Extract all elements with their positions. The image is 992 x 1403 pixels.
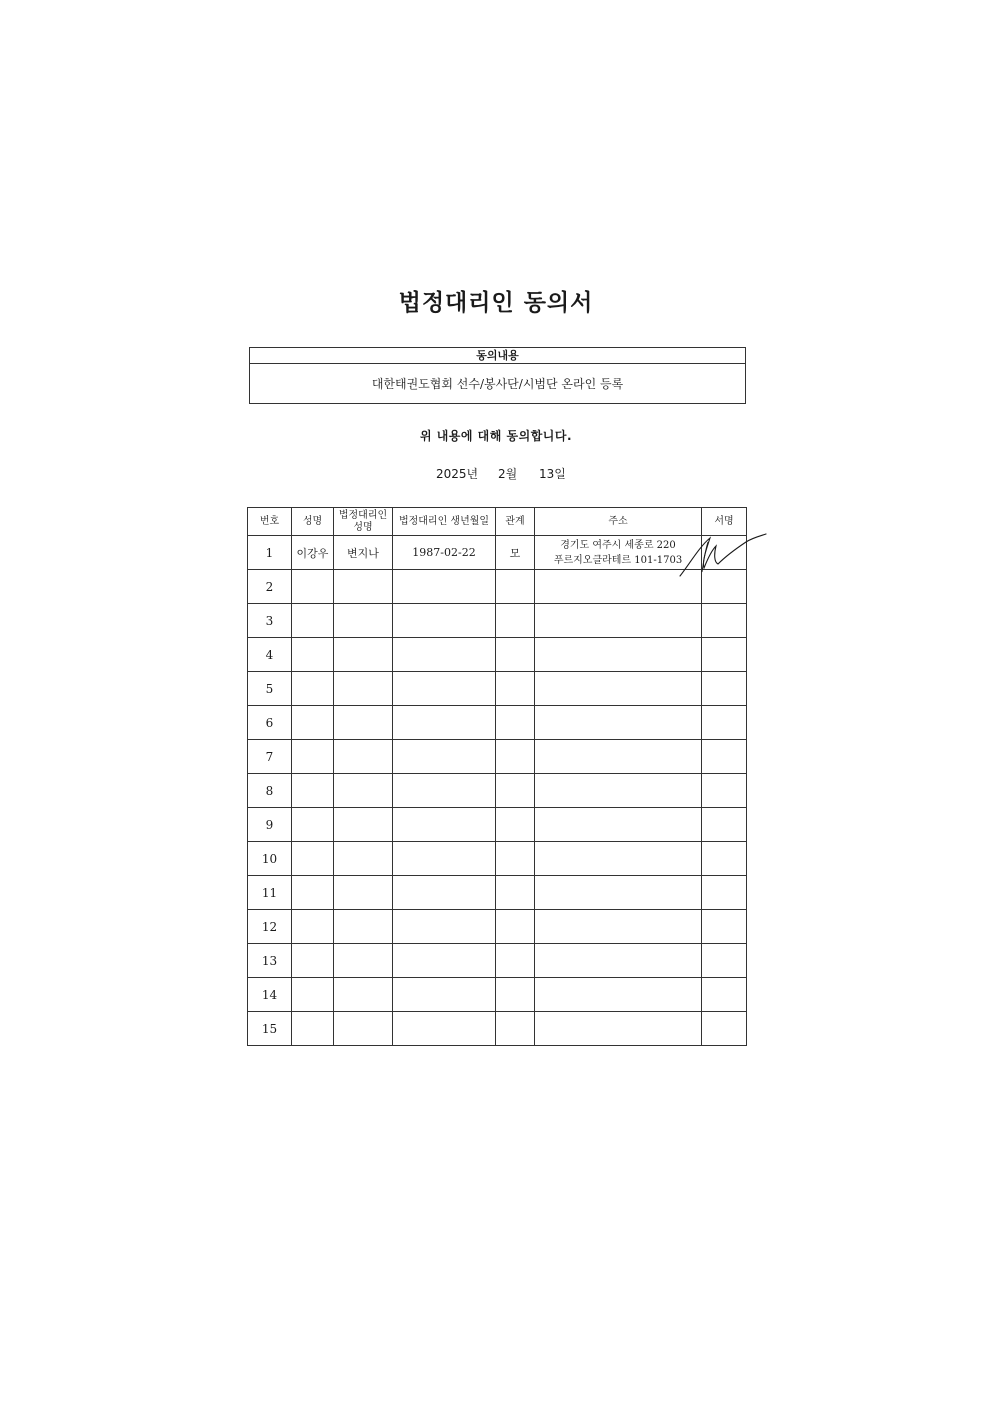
cell-relation bbox=[496, 842, 535, 876]
cell-guardian-name bbox=[334, 740, 393, 774]
cell-number: 5 bbox=[248, 672, 292, 706]
cell-name bbox=[292, 1012, 334, 1046]
header-name: 성명 bbox=[292, 508, 334, 536]
consent-section bbox=[249, 347, 746, 404]
cell-guardian-name bbox=[334, 706, 393, 740]
cell-signature bbox=[702, 604, 747, 638]
cell-guardian-name bbox=[334, 774, 393, 808]
cell-relation bbox=[496, 876, 535, 910]
cell-address bbox=[535, 638, 702, 672]
date-day: 13일 bbox=[539, 467, 566, 481]
cell-address bbox=[535, 978, 702, 1012]
cell-number: 4 bbox=[248, 638, 292, 672]
consent-content: 대한태권도협회 선수/봉사단/시범단 온라인 등록 bbox=[371, 377, 624, 391]
cell-address bbox=[535, 842, 702, 876]
cell-number: 13 bbox=[248, 944, 292, 978]
cell-guardian-birth bbox=[393, 944, 496, 978]
table-row bbox=[248, 1012, 747, 1046]
cell-signature bbox=[702, 944, 747, 978]
table-header-row bbox=[248, 508, 747, 536]
cell-number: 7 bbox=[248, 740, 292, 774]
cell-relation bbox=[496, 808, 535, 842]
cell-number: 2 bbox=[248, 570, 292, 604]
cell-relation bbox=[496, 978, 535, 1012]
agreement-statement: 위 내용에 대해 동의합니다. bbox=[419, 429, 573, 443]
document-date bbox=[436, 465, 566, 482]
cell-name bbox=[292, 944, 334, 978]
cell-signature bbox=[702, 638, 747, 672]
cell-address bbox=[535, 910, 702, 944]
table-row bbox=[248, 706, 747, 740]
cell-guardian-name bbox=[334, 638, 393, 672]
cell-relation bbox=[496, 774, 535, 808]
cell-number: 15 bbox=[248, 1012, 292, 1046]
header-address: 주소 bbox=[535, 508, 702, 536]
header-guardian-birth: 법정대리인 생년월일 bbox=[393, 508, 496, 536]
table-row bbox=[248, 570, 747, 604]
table-row bbox=[248, 638, 747, 672]
cell-name bbox=[292, 638, 334, 672]
cell-signature bbox=[702, 876, 747, 910]
cell-signature bbox=[702, 808, 747, 842]
cell-signature bbox=[702, 570, 747, 604]
cell-number: 12 bbox=[248, 910, 292, 944]
cell-guardian-birth bbox=[393, 706, 496, 740]
cell-guardian-name bbox=[334, 808, 393, 842]
document-title: 법정대리인 동의서 bbox=[398, 290, 594, 316]
cell-signature bbox=[702, 910, 747, 944]
cell-name bbox=[292, 706, 334, 740]
cell-signature bbox=[702, 706, 747, 740]
cell-guardian-name bbox=[334, 570, 393, 604]
cell-address bbox=[535, 876, 702, 910]
cell-address bbox=[535, 740, 702, 774]
table-row bbox=[248, 604, 747, 638]
cell-guardian-name: 변지나 bbox=[334, 536, 393, 570]
cell-relation bbox=[496, 672, 535, 706]
cell-signature bbox=[702, 536, 747, 570]
cell-relation bbox=[496, 944, 535, 978]
table-row bbox=[248, 672, 747, 706]
table-row bbox=[248, 740, 747, 774]
cell-address bbox=[535, 536, 702, 570]
cell-name bbox=[292, 910, 334, 944]
cell-guardian-birth bbox=[393, 842, 496, 876]
cell-name bbox=[292, 842, 334, 876]
cell-signature bbox=[702, 1012, 747, 1046]
table-row bbox=[248, 944, 747, 978]
cell-signature bbox=[702, 740, 747, 774]
date-year: 2025년 bbox=[436, 467, 479, 481]
cell-number: 6 bbox=[248, 706, 292, 740]
cell-relation: 모 bbox=[496, 536, 535, 570]
cell-signature bbox=[702, 842, 747, 876]
cell-signature bbox=[702, 978, 747, 1012]
cell-address bbox=[535, 1012, 702, 1046]
guardian-table bbox=[247, 507, 747, 1046]
cell-name bbox=[292, 978, 334, 1012]
date-month: 2월 bbox=[497, 467, 518, 481]
cell-guardian-name bbox=[334, 978, 393, 1012]
cell-guardian-birth bbox=[393, 978, 496, 1012]
cell-guardian-birth bbox=[393, 740, 496, 774]
cell-guardian-birth bbox=[393, 638, 496, 672]
cell-number: 11 bbox=[248, 876, 292, 910]
cell-guardian-birth bbox=[393, 672, 496, 706]
cell-relation bbox=[496, 706, 535, 740]
cell-guardian-birth: 1987-02-22 bbox=[393, 536, 496, 570]
table-row bbox=[248, 808, 747, 842]
cell-guardian-birth bbox=[393, 808, 496, 842]
cell-name bbox=[292, 570, 334, 604]
cell-address bbox=[535, 672, 702, 706]
cell-name bbox=[292, 604, 334, 638]
cell-guardian-name bbox=[334, 910, 393, 944]
cell-name: 이강우 bbox=[292, 536, 334, 570]
cell-relation bbox=[496, 910, 535, 944]
cell-guardian-name bbox=[334, 604, 393, 638]
cell-relation bbox=[496, 740, 535, 774]
cell-signature bbox=[702, 672, 747, 706]
header-signature: 서명 bbox=[702, 508, 747, 536]
cell-guardian-birth bbox=[393, 1012, 496, 1046]
cell-address bbox=[535, 944, 702, 978]
cell-address bbox=[535, 570, 702, 604]
cell-address bbox=[535, 774, 702, 808]
cell-name bbox=[292, 774, 334, 808]
header-guardian-name: 법정대리인 성명 bbox=[334, 508, 393, 536]
cell-number: 9 bbox=[248, 808, 292, 842]
table-row bbox=[248, 774, 747, 808]
cell-guardian-name bbox=[334, 944, 393, 978]
cell-relation bbox=[496, 570, 535, 604]
cell-guardian-name bbox=[334, 672, 393, 706]
cell-relation bbox=[496, 638, 535, 672]
cell-number: 8 bbox=[248, 774, 292, 808]
cell-address bbox=[535, 808, 702, 842]
address-line-1: 경기도 여주시 세종로 220 bbox=[560, 539, 676, 551]
cell-guardian-name bbox=[334, 842, 393, 876]
cell-guardian-birth bbox=[393, 570, 496, 604]
cell-guardian-birth bbox=[393, 604, 496, 638]
consent-header: 동의내용 bbox=[250, 348, 745, 364]
cell-address bbox=[535, 604, 702, 638]
cell-signature bbox=[702, 774, 747, 808]
table-row bbox=[248, 842, 747, 876]
header-relation: 관계 bbox=[496, 508, 535, 536]
table-row bbox=[248, 910, 747, 944]
cell-guardian-name bbox=[334, 1012, 393, 1046]
cell-number: 3 bbox=[248, 604, 292, 638]
cell-name bbox=[292, 672, 334, 706]
cell-guardian-birth bbox=[393, 910, 496, 944]
cell-guardian-name bbox=[334, 876, 393, 910]
cell-relation bbox=[496, 1012, 535, 1046]
table-row bbox=[248, 978, 747, 1012]
cell-guardian-birth bbox=[393, 774, 496, 808]
header-number: 번호 bbox=[248, 508, 292, 536]
cell-guardian-birth bbox=[393, 876, 496, 910]
cell-number: 14 bbox=[248, 978, 292, 1012]
cell-address bbox=[535, 706, 702, 740]
cell-number: 1 bbox=[248, 536, 292, 570]
address-line-2: 푸르지오클라테르 101-1703 bbox=[553, 554, 683, 566]
cell-name bbox=[292, 876, 334, 910]
cell-name bbox=[292, 808, 334, 842]
cell-number: 10 bbox=[248, 842, 292, 876]
cell-name bbox=[292, 740, 334, 774]
table-row bbox=[248, 876, 747, 910]
table-row bbox=[248, 536, 747, 570]
cell-relation bbox=[496, 604, 535, 638]
